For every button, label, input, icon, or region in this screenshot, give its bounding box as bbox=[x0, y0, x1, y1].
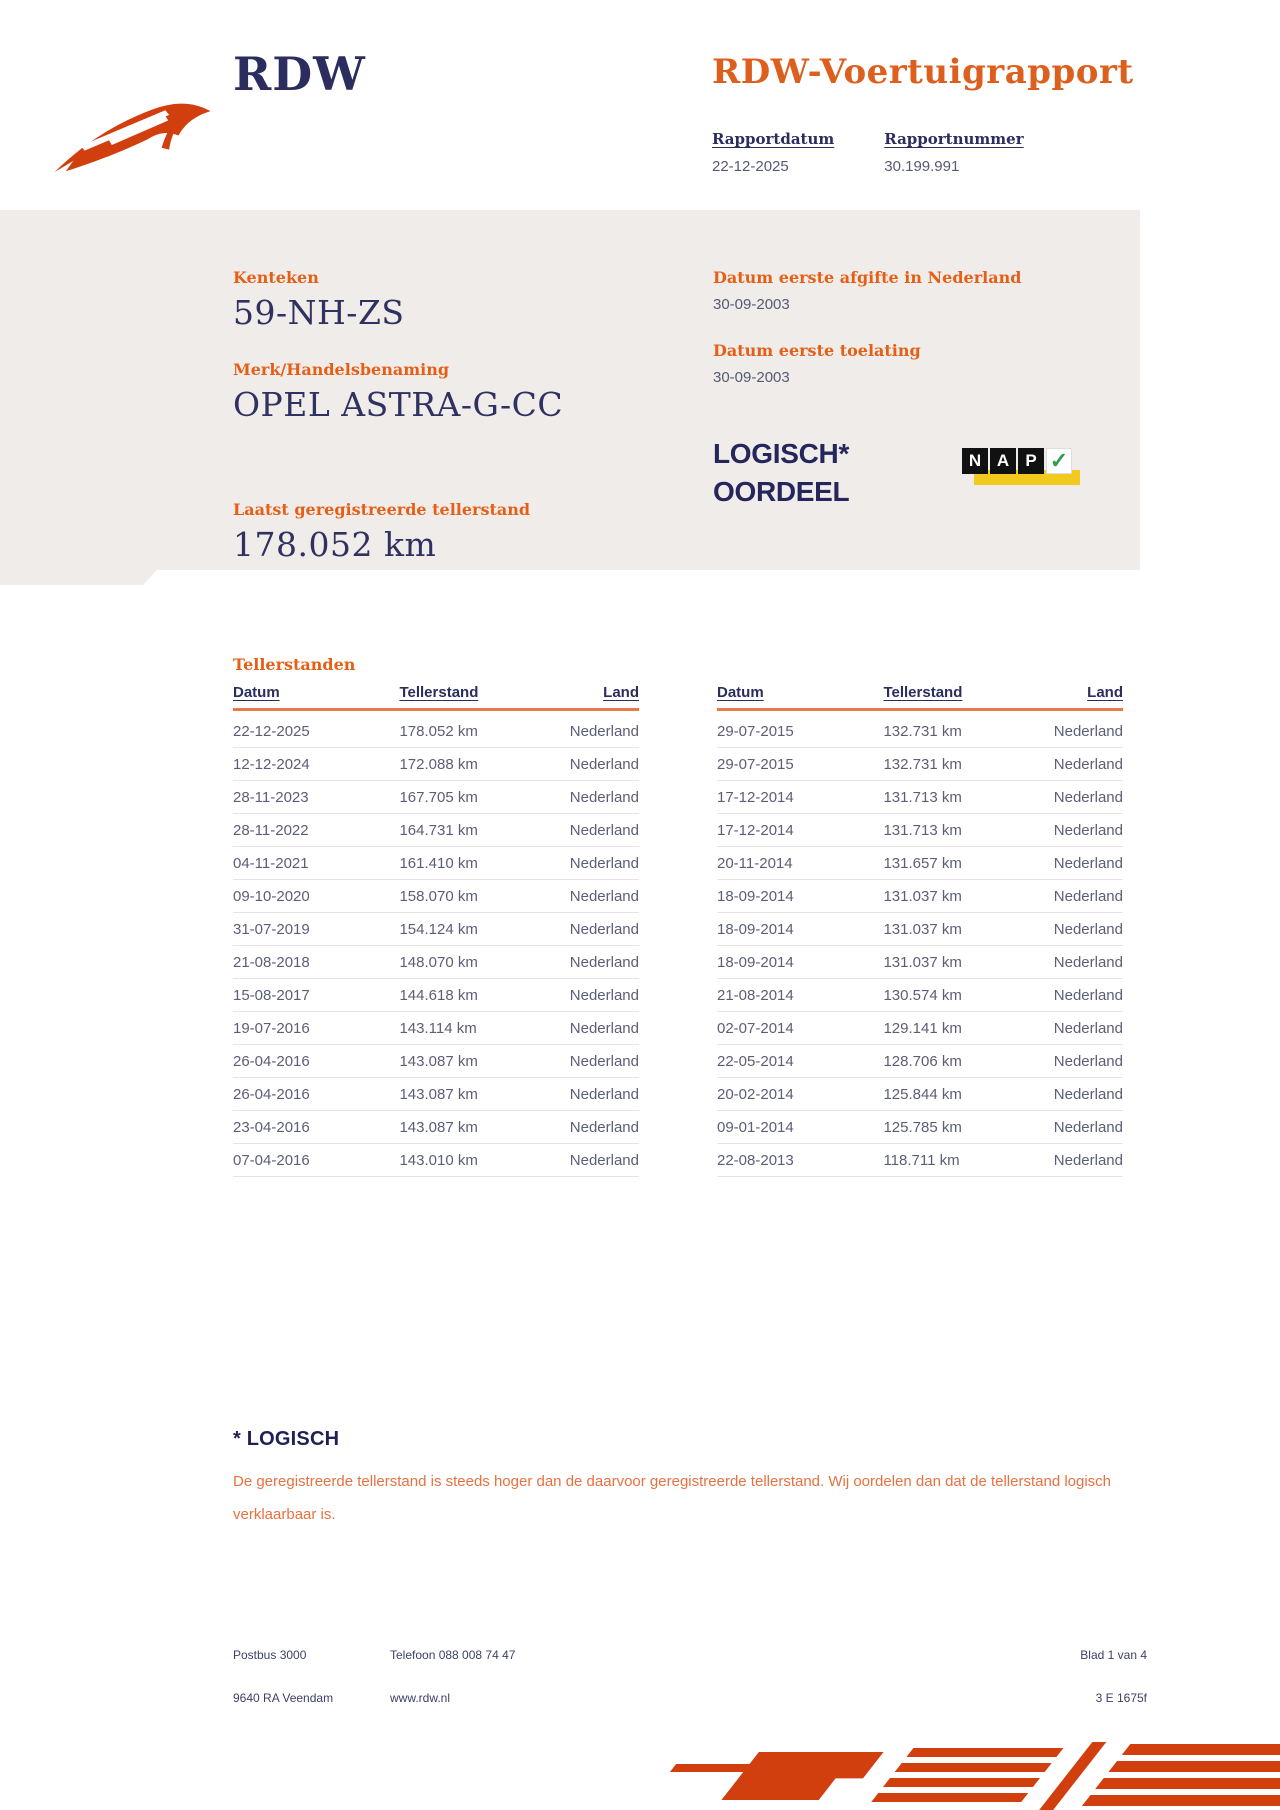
cell-land: Nederland bbox=[1021, 1144, 1123, 1177]
cell-tellerstand: 161.410 km bbox=[399, 847, 537, 880]
cell-land: Nederland bbox=[1021, 1045, 1123, 1078]
table-row bbox=[717, 979, 1123, 1012]
report-date-value: 22-12-2025 bbox=[712, 158, 789, 175]
cell-tellerstand: 125.785 km bbox=[883, 1111, 1021, 1144]
cell-datum: 17-12-2014 bbox=[717, 781, 883, 814]
cell-tellerstand: 167.705 km bbox=[399, 781, 537, 814]
tellerstanden-section-title: Tellerstanden bbox=[233, 655, 356, 674]
rdw-logo-text: RDW bbox=[233, 47, 366, 101]
table-row bbox=[233, 781, 639, 814]
cell-tellerstand: 148.070 km bbox=[399, 946, 537, 979]
tellerstanden-left-body bbox=[233, 710, 639, 1177]
cell-land: Nederland bbox=[1021, 1012, 1123, 1045]
cell-tellerstand: 172.088 km bbox=[399, 748, 537, 781]
table-row bbox=[717, 880, 1123, 913]
table-row bbox=[233, 1078, 639, 1111]
table-row bbox=[233, 880, 639, 913]
logisch-footnote bbox=[233, 1428, 1143, 1531]
cell-land: Nederland bbox=[537, 847, 639, 880]
cell-land: Nederland bbox=[1021, 979, 1123, 1012]
cell-tellerstand: 143.087 km bbox=[399, 1045, 537, 1078]
table-row bbox=[717, 710, 1123, 748]
table-row bbox=[233, 1111, 639, 1144]
table-row bbox=[233, 946, 639, 979]
cell-land: Nederland bbox=[537, 1111, 639, 1144]
cell-land: Nederland bbox=[537, 814, 639, 847]
laatste-tellerstand-label: Laatst geregistreerde tellerstand bbox=[233, 500, 531, 519]
cell-tellerstand: 132.731 km bbox=[883, 710, 1021, 748]
cell-datum: 04-11-2021 bbox=[233, 847, 399, 880]
cell-tellerstand: 130.574 km bbox=[883, 979, 1021, 1012]
cell-datum: 21-08-2014 bbox=[717, 979, 883, 1012]
table-row bbox=[233, 1012, 639, 1045]
cell-datum: 23-04-2016 bbox=[233, 1111, 399, 1144]
cell-datum: 12-12-2024 bbox=[233, 748, 399, 781]
cell-datum: 21-08-2018 bbox=[233, 946, 399, 979]
cell-land: Nederland bbox=[1021, 1078, 1123, 1111]
table-row bbox=[233, 1144, 639, 1177]
cell-tellerstand: 164.731 km bbox=[399, 814, 537, 847]
vehicle-summary-panel-tab bbox=[0, 570, 157, 585]
cell-land: Nederland bbox=[537, 1144, 639, 1177]
cell-datum: 29-07-2015 bbox=[717, 710, 883, 748]
table-row bbox=[717, 748, 1123, 781]
table-row bbox=[717, 781, 1123, 814]
cell-datum: 19-07-2016 bbox=[233, 1012, 399, 1045]
tellerstanden-table-left bbox=[233, 684, 639, 1177]
rdw-logo bbox=[50, 47, 470, 175]
cell-land: Nederland bbox=[537, 748, 639, 781]
report-date-label: Rapportdatum bbox=[712, 130, 835, 148]
report-date-block bbox=[712, 130, 834, 175]
cell-land: Nederland bbox=[537, 880, 639, 913]
table-row bbox=[717, 1045, 1123, 1078]
cell-tellerstand: 131.037 km bbox=[883, 880, 1021, 913]
header-land: Land bbox=[1021, 684, 1123, 710]
cell-land: Nederland bbox=[537, 946, 639, 979]
cell-datum: 18-09-2014 bbox=[717, 913, 883, 946]
footnote-text: De geregistreerde tellerstand is steeds hoger dan de daarvoor geregistreerde tellerstand. Wij oordelen dan dat de tellerstand logisch verklaarbaar is. bbox=[233, 1473, 1112, 1523]
cell-land: Nederland bbox=[1021, 913, 1123, 946]
footer-phone: Telefoon 088 008 74 47 bbox=[390, 1648, 516, 1662]
cell-datum: 09-10-2020 bbox=[233, 880, 399, 913]
table-row bbox=[233, 913, 639, 946]
cell-tellerstand: 129.141 km bbox=[883, 1012, 1021, 1045]
table-row bbox=[717, 1111, 1123, 1144]
rdw-decorative-stripes bbox=[635, 1742, 1280, 1810]
kenteken-value: 59-NH-ZS bbox=[233, 293, 405, 332]
cell-datum: 07-04-2016 bbox=[233, 1144, 399, 1177]
cell-tellerstand: 125.844 km bbox=[883, 1078, 1021, 1111]
cell-datum: 26-04-2016 bbox=[233, 1078, 399, 1111]
cell-tellerstand: 143.087 km bbox=[399, 1111, 537, 1144]
header-datum: Datum bbox=[717, 684, 883, 710]
table-row bbox=[717, 946, 1123, 979]
cell-datum: 15-08-2017 bbox=[233, 979, 399, 1012]
footer-website[interactable]: www.rdw.nl bbox=[390, 1691, 451, 1705]
oordeel-line1: LOGISCH* bbox=[713, 438, 850, 469]
merk-label: Merk/Handelsbenaming bbox=[233, 360, 450, 379]
page-title: RDW-Voertuigrapport bbox=[712, 52, 1134, 92]
header-land: Land bbox=[537, 684, 639, 710]
cell-land: Nederland bbox=[537, 979, 639, 1012]
footer-address-line2: 9640 RA Veendam bbox=[233, 1691, 334, 1705]
report-number-value: 30.199.991 bbox=[884, 158, 960, 175]
nap-checkmark-icon: ✓ bbox=[1046, 448, 1072, 474]
cell-datum: 22-12-2025 bbox=[233, 710, 399, 748]
laatste-tellerstand-value: 178.052 km bbox=[233, 525, 437, 564]
cell-datum: 20-02-2014 bbox=[717, 1078, 883, 1111]
cell-tellerstand: 131.713 km bbox=[883, 814, 1021, 847]
cell-tellerstand: 132.731 km bbox=[883, 748, 1021, 781]
cell-datum: 18-09-2014 bbox=[717, 880, 883, 913]
afgifte-value: 30-09-2003 bbox=[713, 296, 790, 313]
table-row bbox=[233, 710, 639, 748]
cell-tellerstand: 131.713 km bbox=[883, 781, 1021, 814]
cell-datum: 09-01-2014 bbox=[717, 1111, 883, 1144]
cell-land: Nederland bbox=[1021, 748, 1123, 781]
cell-land: Nederland bbox=[537, 1078, 639, 1111]
table-row bbox=[717, 847, 1123, 880]
tellerstanden-right-body bbox=[717, 710, 1123, 1177]
cell-tellerstand: 178.052 km bbox=[399, 710, 537, 748]
nap-letter-p: P bbox=[1018, 448, 1044, 474]
footer-form-code: 3 E 1675f bbox=[1095, 1691, 1147, 1705]
nap-letter-n: N bbox=[962, 448, 988, 474]
afgifte-label: Datum eerste afgifte in Nederland bbox=[713, 268, 1022, 287]
toelating-value: 30-09-2003 bbox=[713, 369, 790, 386]
cell-land: Nederland bbox=[1021, 847, 1123, 880]
cell-datum: 20-11-2014 bbox=[717, 847, 883, 880]
cell-tellerstand: 154.124 km bbox=[399, 913, 537, 946]
cell-tellerstand: 118.711 km bbox=[883, 1144, 1021, 1177]
cell-land: Nederland bbox=[537, 1045, 639, 1078]
cell-datum: 31-07-2019 bbox=[233, 913, 399, 946]
nap-logo bbox=[962, 448, 1082, 494]
rdw-feather-icon bbox=[50, 67, 215, 175]
footer-page-number: Blad 1 van 4 bbox=[1080, 1648, 1147, 1662]
cell-datum: 22-08-2013 bbox=[717, 1144, 883, 1177]
cell-land: Nederland bbox=[1021, 781, 1123, 814]
table-row bbox=[233, 1045, 639, 1078]
table-header-row bbox=[233, 684, 639, 710]
table-row bbox=[717, 1012, 1123, 1045]
table-row bbox=[717, 1144, 1123, 1177]
cell-land: Nederland bbox=[1021, 1111, 1123, 1144]
cell-datum: 22-05-2014 bbox=[717, 1045, 883, 1078]
kenteken-label: Kenteken bbox=[233, 268, 319, 287]
cell-land: Nederland bbox=[537, 913, 639, 946]
table-header-row bbox=[717, 684, 1123, 710]
cell-tellerstand: 131.037 km bbox=[883, 913, 1021, 946]
header-datum: Datum bbox=[233, 684, 399, 710]
cell-tellerstand: 128.706 km bbox=[883, 1045, 1021, 1078]
oordeel-text bbox=[713, 435, 849, 511]
cell-datum: 28-11-2023 bbox=[233, 781, 399, 814]
cell-land: Nederland bbox=[1021, 710, 1123, 748]
cell-tellerstand: 131.657 km bbox=[883, 847, 1021, 880]
merk-value: OPEL ASTRA-G-CC bbox=[233, 385, 564, 424]
report-number-block bbox=[884, 130, 1023, 175]
footer-address-line1: Postbus 3000 bbox=[233, 1648, 307, 1662]
cell-datum: 26-04-2016 bbox=[233, 1045, 399, 1078]
cell-datum: 18-09-2014 bbox=[717, 946, 883, 979]
cell-land: Nederland bbox=[537, 1012, 639, 1045]
table-row bbox=[717, 1078, 1123, 1111]
table-row bbox=[233, 847, 639, 880]
table-row bbox=[717, 913, 1123, 946]
cell-tellerstand: 158.070 km bbox=[399, 880, 537, 913]
cell-datum: 02-07-2014 bbox=[717, 1012, 883, 1045]
cell-land: Nederland bbox=[1021, 814, 1123, 847]
cell-tellerstand: 144.618 km bbox=[399, 979, 537, 1012]
table-row bbox=[233, 814, 639, 847]
table-row bbox=[233, 748, 639, 781]
cell-datum: 28-11-2022 bbox=[233, 814, 399, 847]
cell-datum: 29-07-2015 bbox=[717, 748, 883, 781]
cell-land: Nederland bbox=[537, 781, 639, 814]
cell-datum: 17-12-2014 bbox=[717, 814, 883, 847]
footnote-title: * LOGISCH bbox=[233, 1428, 340, 1450]
toelating-label: Datum eerste toelating bbox=[713, 341, 921, 360]
report-number-label: Rapportnummer bbox=[884, 130, 1024, 148]
cell-tellerstand: 143.087 km bbox=[399, 1078, 537, 1111]
oordeel-line2: OORDEEL bbox=[713, 476, 850, 507]
cell-tellerstand: 131.037 km bbox=[883, 946, 1021, 979]
cell-tellerstand: 143.010 km bbox=[399, 1144, 537, 1177]
cell-tellerstand: 143.114 km bbox=[399, 1012, 537, 1045]
tellerstanden-table-right bbox=[717, 684, 1123, 1177]
header-tellerstand: Tellerstand bbox=[399, 684, 537, 710]
cell-land: Nederland bbox=[1021, 946, 1123, 979]
table-row bbox=[717, 814, 1123, 847]
nap-letter-a: A bbox=[990, 448, 1016, 474]
cell-land: Nederland bbox=[1021, 880, 1123, 913]
header-tellerstand: Tellerstand bbox=[883, 684, 1021, 710]
cell-land: Nederland bbox=[537, 710, 639, 748]
table-row bbox=[233, 979, 639, 1012]
